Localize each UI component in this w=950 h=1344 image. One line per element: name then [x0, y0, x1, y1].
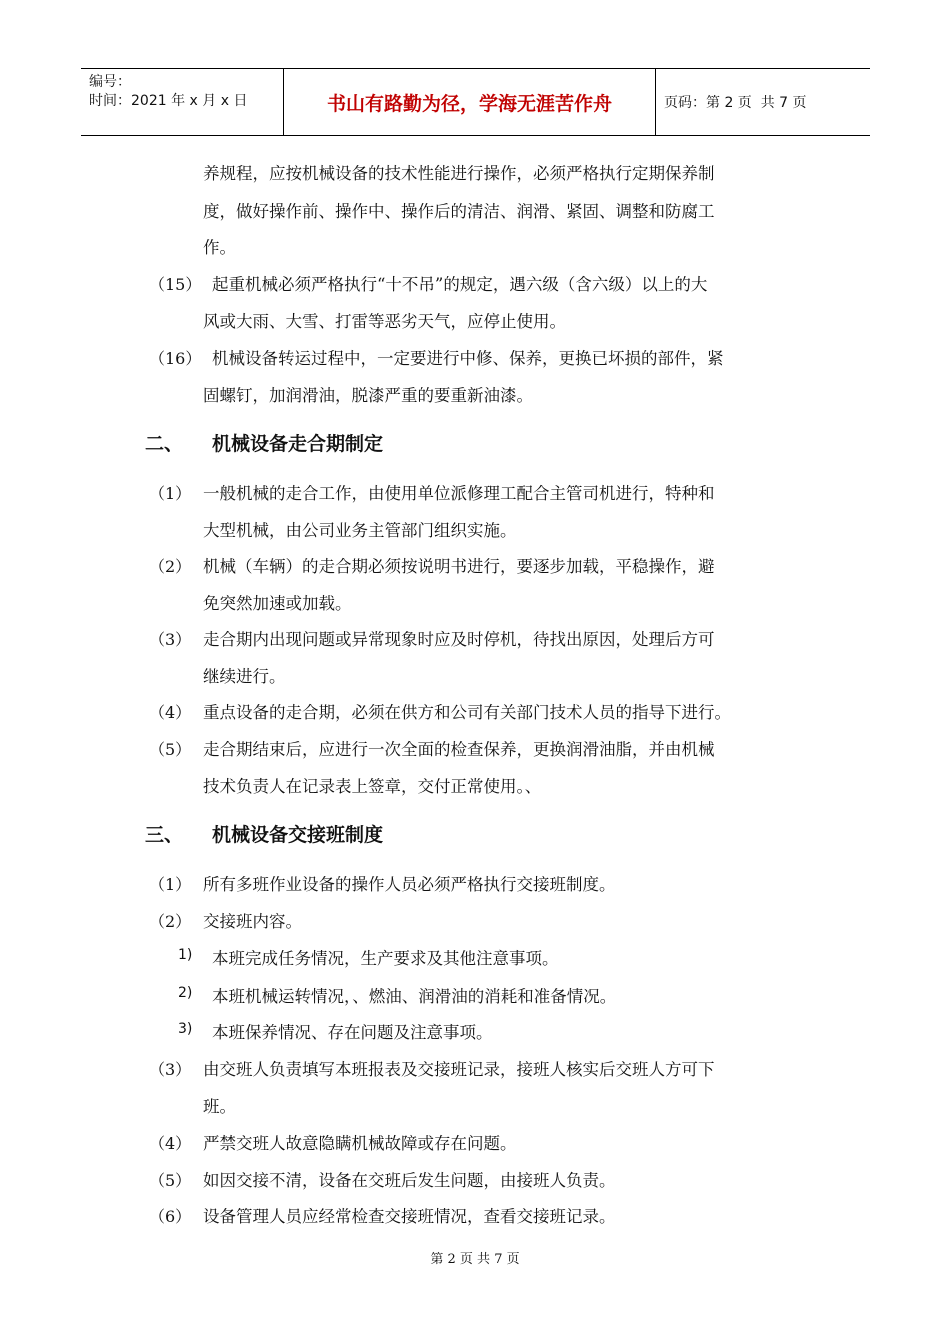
item-number: （4）	[149, 703, 192, 722]
item-number: （1）	[149, 875, 192, 894]
item-number: （15）	[149, 275, 202, 294]
item-text: 严禁交班人故意隐瞒机械故障或存在问题。	[203, 1134, 517, 1153]
item-text: 班。	[203, 1097, 236, 1116]
item-number: （5）	[149, 1171, 192, 1190]
item-text: 所有多班作业设备的操作人员必须严格执行交接班制度。	[203, 875, 616, 894]
item-text: 走合期结束后，应进行一次全面的检查保养，更换润滑油脂，并由机械	[203, 740, 715, 759]
document-date: 时间：2021 年 x 月 x 日	[89, 93, 248, 109]
item-number: （6）	[149, 1207, 192, 1226]
subitem-number: 2)	[178, 985, 193, 1001]
header-motto: 书山有路勤为径，学海无涯苦作舟	[283, 69, 656, 135]
item-number: （16）	[149, 349, 202, 368]
subitem-number: 1)	[178, 947, 193, 963]
item-number: （3）	[149, 630, 192, 649]
item-number: （2）	[149, 912, 192, 931]
item-number: （2）	[149, 557, 192, 576]
item-text: 固螺钉，加润滑油，脱漆严重的要重新油漆。	[203, 386, 533, 405]
item-text: 一般机械的走合工作，由使用单位派修理工配合主管司机进行，特种和	[203, 484, 715, 503]
item-text: 交接班内容。	[203, 912, 302, 931]
item-text: 起重机械必须严格执行“十不吊”的规定，遇六级（含六级）以上的大	[212, 275, 708, 294]
page-footer: 第 2 页 共 7 页	[430, 1252, 520, 1267]
section-title: 机械设备走合期制定	[212, 433, 384, 455]
item-text: 机械设备转运过程中，一定要进行中修、保养，更换已坏损的部件，紧	[212, 349, 724, 368]
section-number: 二、	[145, 433, 184, 455]
intro-line: 度，做好操作前、操作中、操作后的清洁、润滑、紧固、调整和防腐工	[203, 202, 715, 221]
subitem-text: 本班机械运转情况，、燃油、润滑油的消耗和准备情况。	[212, 987, 617, 1006]
item-text: 大型机械，由公司业务主管部门组织实施。	[203, 521, 517, 540]
subitem-text: 本班完成任务情况，生产要求及其他注意事项。	[212, 949, 559, 968]
section-number: 三、	[145, 824, 184, 846]
item-text: 风或大雨、大雪、打雷等恶劣天气，应停止使用。	[203, 312, 566, 331]
item-number: （3）	[149, 1060, 192, 1079]
item-text: 重点设备的走合期，必须在供方和公司有关部门技术人员的指导下进行。	[203, 703, 731, 722]
item-number: （4）	[149, 1134, 192, 1153]
item-text: 继续进行。	[203, 667, 286, 686]
header-meta	[81, 69, 283, 135]
item-text: 走合期内出现问题或异常现象时应及时停机，待找出原因，处理后方可	[203, 630, 715, 649]
item-text: 如因交接不清，设备在交班后发生问题，由接班人负责。	[203, 1171, 616, 1190]
subitem-number: 3)	[178, 1021, 193, 1037]
item-text: 机械（车辆）的走合期必须按说明书进行，要逐步加载，平稳操作，避	[203, 557, 715, 576]
item-text: 免突然加速或加载。	[203, 594, 352, 613]
page-header	[81, 68, 870, 136]
subitem-text: 本班保养情况、存在问题及注意事项。	[212, 1023, 493, 1042]
item-text: 技术负责人在记录表上签章，交付正常使用。、	[203, 777, 542, 796]
item-number: （5）	[149, 740, 192, 759]
header-page-code	[656, 69, 870, 135]
page-code-text: 页码：第 2 页 共 7 页	[664, 95, 807, 111]
item-number: （1）	[149, 484, 192, 503]
section-title: 机械设备交接班制度	[212, 824, 384, 846]
intro-line: 作。	[203, 238, 236, 257]
item-text: 由交班人负责填写本班报表及交接班记录，接班人核实后交班人方可下	[203, 1060, 715, 1079]
item-text: 设备管理人员应经常检查交接班情况，查看交接班记录。	[203, 1207, 616, 1226]
document-number-label: 编号：	[89, 74, 131, 90]
intro-line: 养规程，应按机械设备的技术性能进行操作，必须严格执行定期保养制	[203, 164, 715, 183]
